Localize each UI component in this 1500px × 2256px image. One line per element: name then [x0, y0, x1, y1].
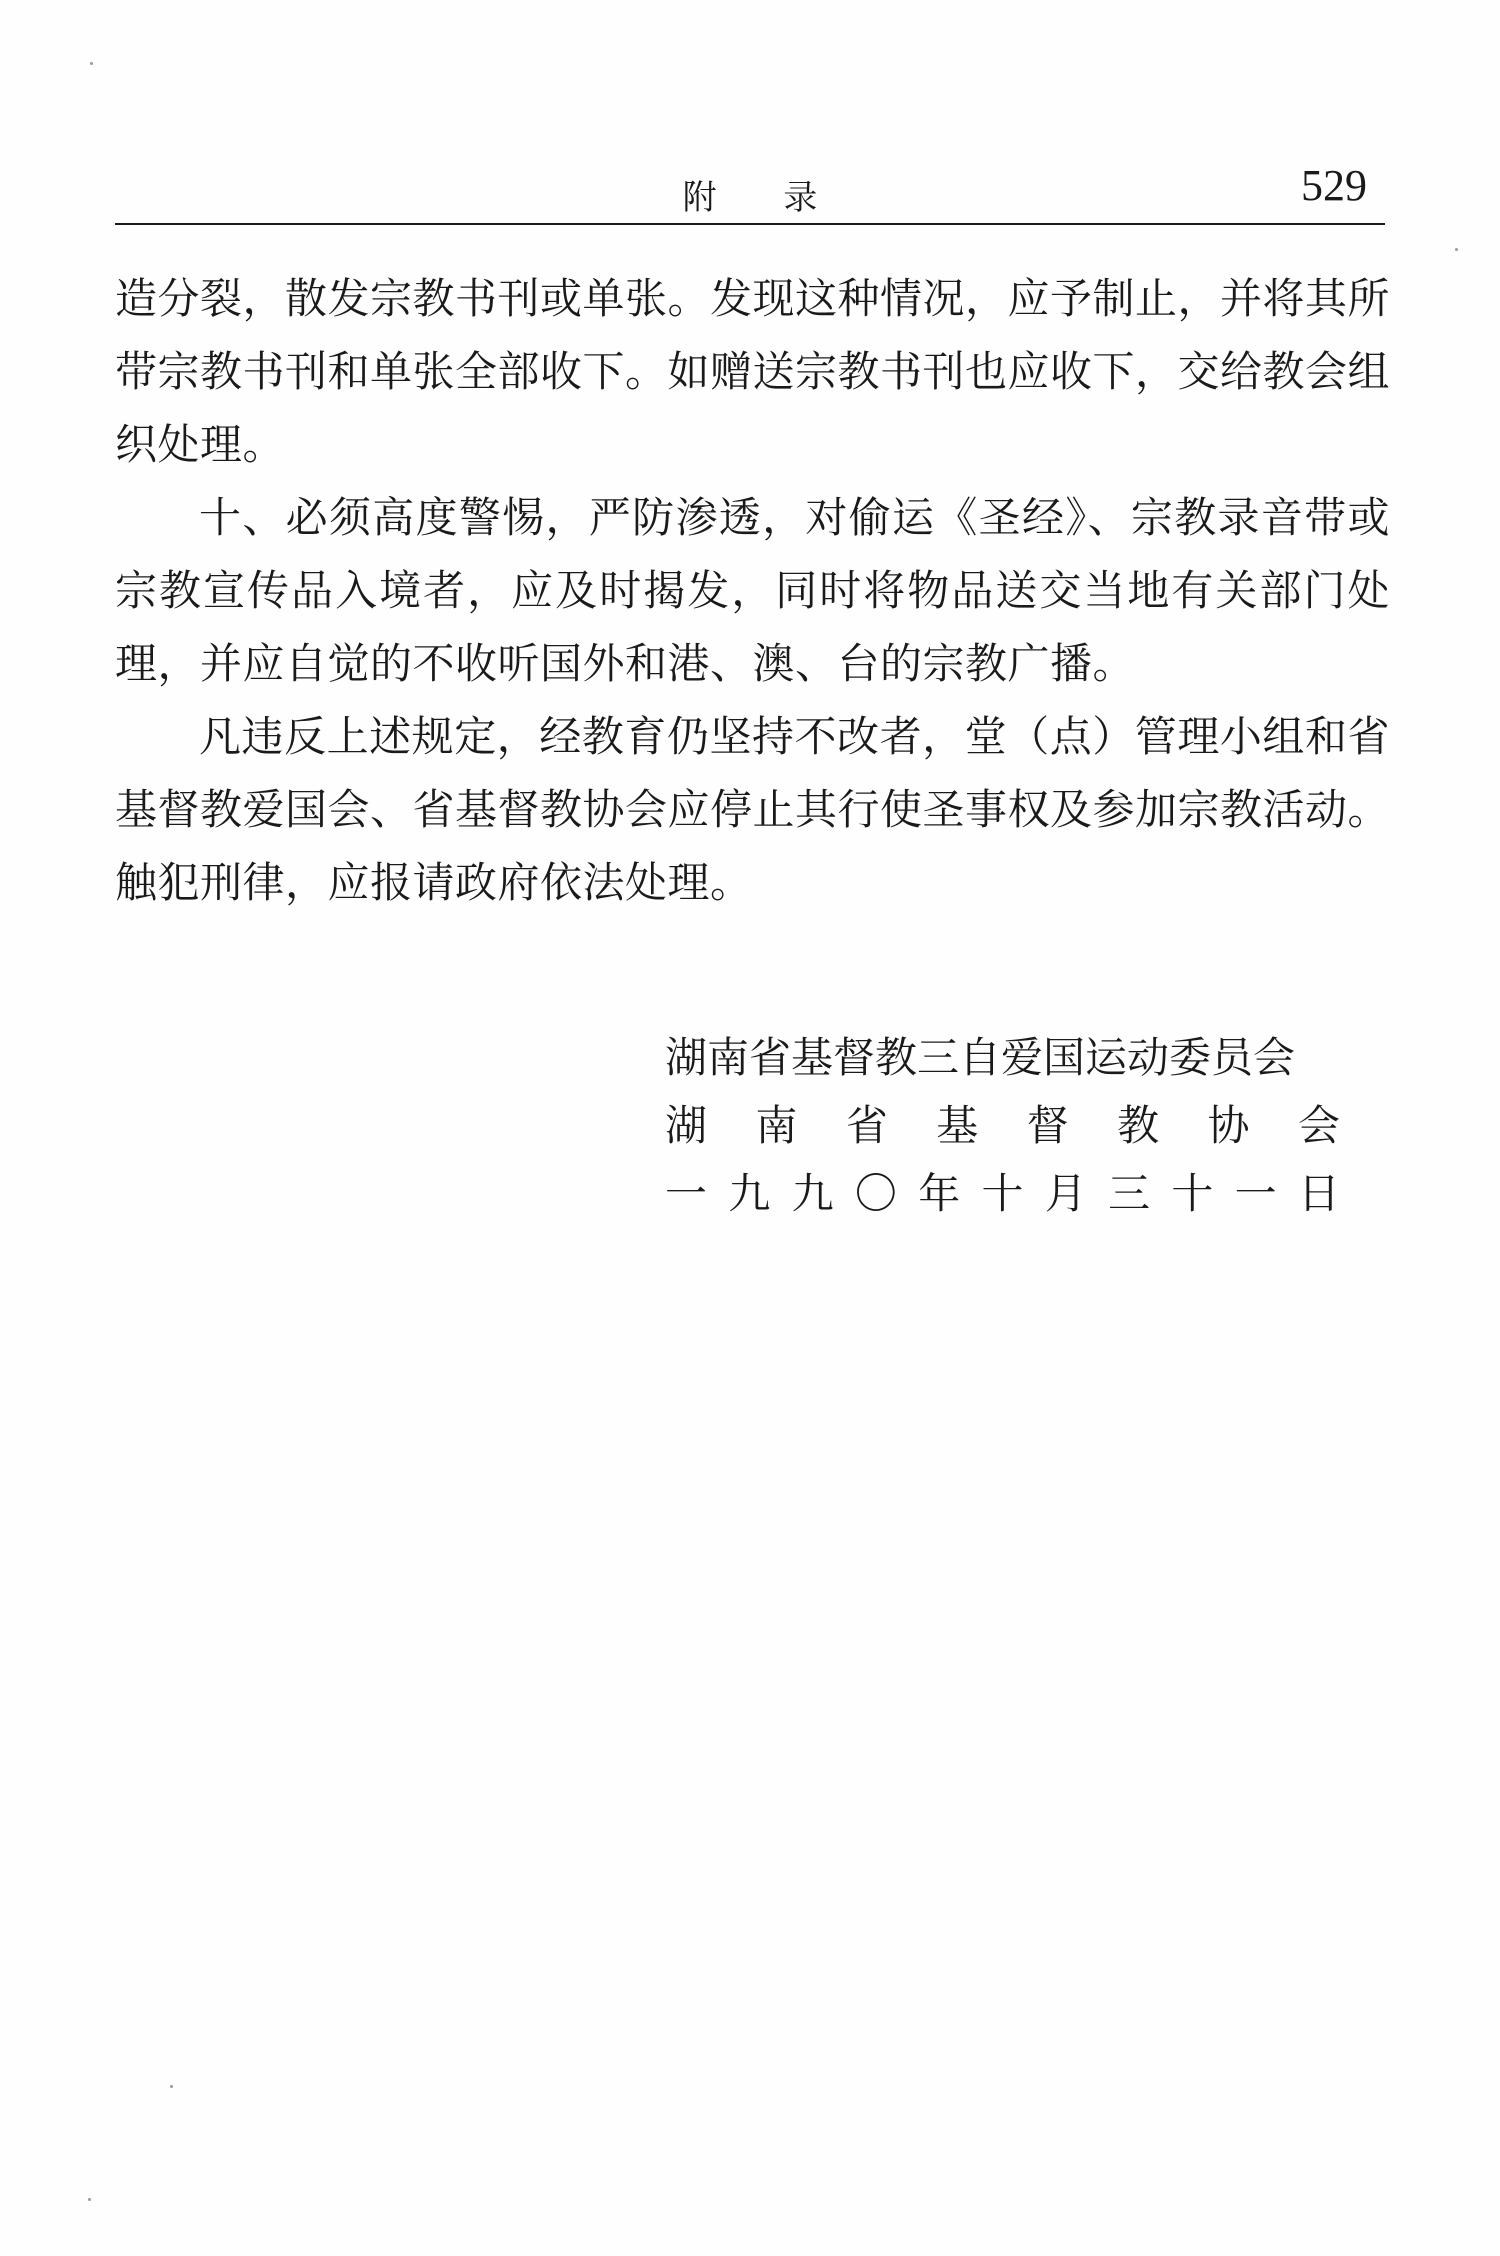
- signature-date-char: 月: [1044, 1169, 1087, 1218]
- signature-date-char: 九: [791, 1169, 834, 1218]
- signature-org-2-char: 教: [1117, 1101, 1160, 1150]
- header-rule: [115, 223, 1385, 225]
- signature-date-char: 日: [1297, 1169, 1340, 1218]
- signature-date-char: 一: [665, 1169, 708, 1218]
- scan-speck: [170, 2085, 173, 2088]
- signature-date-char: 九: [728, 1169, 771, 1218]
- signature-org-1: 湖南省基督教三自爱国运动委员会: [665, 1033, 1296, 1082]
- signature-block: [665, 1028, 1340, 1232]
- signature-org-2-char: 督: [1026, 1101, 1069, 1150]
- running-header: [115, 160, 1385, 230]
- scan-speck: [1455, 248, 1458, 251]
- section-title: 附 录: [682, 178, 846, 218]
- scan-speck: [90, 62, 93, 65]
- signature-date-char: 〇: [854, 1169, 897, 1218]
- signature-org-line-1: [665, 1028, 1340, 1088]
- signature-date-line: [665, 1164, 1340, 1224]
- signature-date-char: 年: [918, 1169, 961, 1218]
- paragraph-penalty: 凡违反上述规定，经教育仍坚持不改者，堂（点）管理小组和省基督教爱国会、省基督教协会应停止其行使圣事权及参加宗教活动。触犯刑律，应报请政府依法处理。: [115, 712, 1391, 907]
- paragraph-article-ten: 十、必须高度警惕，严防渗透，对偷运《圣经》、宗教录音带或宗教宣传品入境者，应及时揭发，同时将物品送交当地有关部门处理，并应自觉的不收听国外和港、澳、台的宗教广播。: [115, 493, 1390, 688]
- signature-org-2-char: 会: [1297, 1101, 1340, 1150]
- signature-org-line-2: [665, 1096, 1340, 1156]
- signature-date-char: 三: [1108, 1169, 1151, 1218]
- page-number: 529: [1301, 161, 1367, 210]
- signature-date-char: 一: [1234, 1169, 1277, 1218]
- signature-date-char: 十: [981, 1169, 1024, 1218]
- scan-speck: [88, 2198, 91, 2201]
- signature-org-2-char: 协: [1207, 1101, 1250, 1150]
- paragraph-continued: 造分裂，散发宗教书刊或单张。发现这种情况，应予制止，并将其所带宗教书刊和单张全部收下。如赠送宗教书刊也应收下，交给教会组织处理。: [115, 274, 1391, 469]
- signature-org-2-char: 基: [936, 1101, 979, 1150]
- signature-org-2-char: 湖: [665, 1101, 708, 1150]
- signature-date-char: 十: [1171, 1169, 1214, 1218]
- signature-org-2-char: 省: [845, 1101, 888, 1150]
- body-text: [115, 262, 1390, 919]
- signature-org-2-char: 南: [755, 1101, 798, 1150]
